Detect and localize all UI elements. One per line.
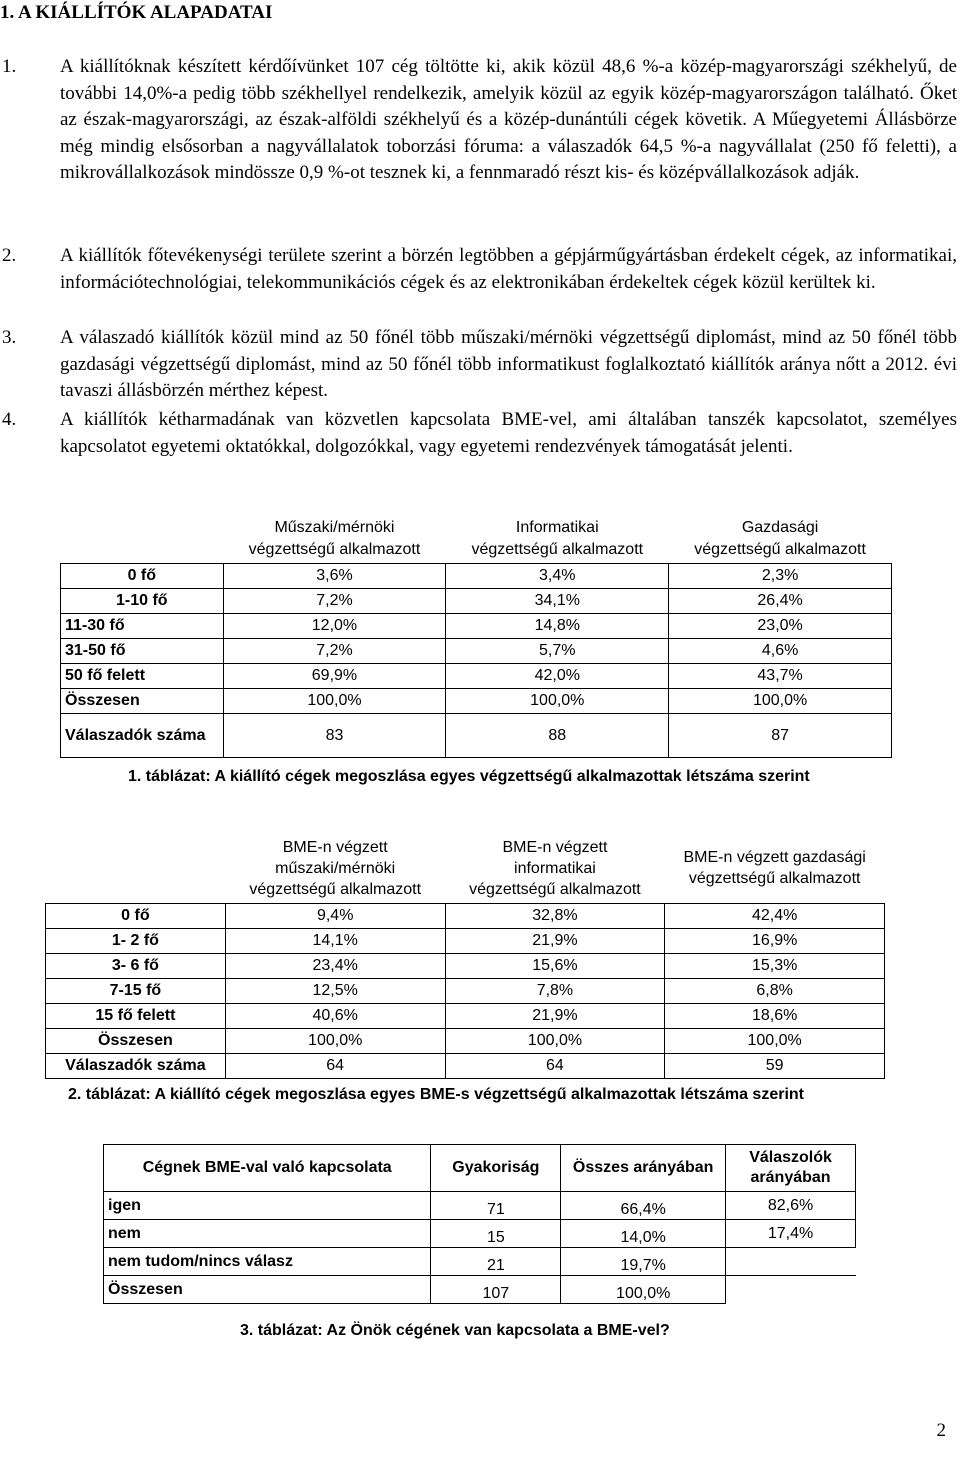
paragraph-text: A kiállítók főtevékenységi területe szerint a börzén legtöbben a gépjárműgyártásban érdekelt cégek, az informatikai, információtechnológiai, telekommunikációs cégek és az elektronikában érdekeltek cégek közül kerültek ki. (60, 245, 957, 293)
table-row (61, 689, 892, 714)
cell: 23,0% (669, 614, 892, 639)
table-row (46, 979, 885, 1004)
section-heading: 1. A KIÁLLÍTÓK ALAPADATAI (0, 2, 273, 23)
column-header: BME-n végzett műszaki/mérnöki végzettségű alkalmazott (249, 838, 422, 898)
cell: 14,0% (561, 1220, 726, 1248)
cell: 5,7% (446, 639, 669, 664)
table-row (104, 1248, 856, 1276)
row-label: Összesen (46, 1029, 226, 1054)
row-label: igen (104, 1192, 431, 1220)
table-caption: 3. táblázat: Az Önök cégének van kapcsolata a BME-vel? (240, 1322, 670, 1339)
paragraph-4 (0, 407, 957, 460)
cell: 87 (669, 714, 892, 758)
corner-cell (61, 515, 224, 564)
paragraph-text: A válaszadó kiállítók közül mind az 50 főnél több műszaki/mérnöki végzettségű diplomást, mind az 50 főnél több gazdasági végzettségű diplomást, mind az 50 főnél több informatikust foglalkoztató kiállítók aránya nőtt a 2012. évi tavaszi állásbörzén mérthez képest. (60, 327, 957, 402)
cell: 34,1% (446, 589, 669, 614)
row-label: nem (104, 1220, 431, 1248)
cell: 14,8% (446, 614, 669, 639)
column-header: Cégnek BME-val való kapcsolata (104, 1145, 431, 1192)
cell: 9,4% (225, 904, 445, 929)
cell: 100,0% (665, 1029, 885, 1054)
cell: 100,0% (446, 689, 669, 714)
cell: 15,6% (445, 954, 665, 979)
table-row (61, 614, 892, 639)
cell: 43,7% (669, 664, 892, 689)
column-header: Műszaki/mérnöki végzettségű alkalmazott (248, 519, 421, 558)
cell: 42,0% (446, 664, 669, 689)
cell: 83 (223, 714, 446, 758)
paragraph-number: 2. (2, 245, 17, 266)
cell: 17,4% (726, 1220, 856, 1248)
paragraph-number: 1. (2, 56, 17, 77)
cell: 7,2% (223, 639, 446, 664)
table-row (61, 589, 892, 614)
cell: 66,4% (561, 1192, 726, 1220)
cell: 21,9% (445, 1004, 665, 1029)
cell: 32,8% (445, 904, 665, 929)
cell: 100,0% (225, 1029, 445, 1054)
table-row (104, 1220, 856, 1248)
cell: 14,1% (225, 929, 445, 954)
table-row (61, 664, 892, 689)
cell: 69,9% (223, 664, 446, 689)
table-bme-graduates (45, 833, 885, 1079)
cell: 2,3% (669, 564, 892, 589)
table-bme-relationship (103, 1144, 856, 1304)
table-row (46, 904, 885, 929)
row-label: 3- 6 fő (46, 954, 226, 979)
row-label: 1- 2 fő (46, 929, 226, 954)
cell: 64 (225, 1054, 445, 1079)
cell: 59 (665, 1054, 885, 1079)
row-label: Összesen (61, 689, 224, 714)
cell: 40,6% (225, 1004, 445, 1029)
table-caption: 1. táblázat: A kiállító cégek megoszlása egyes végzettségű alkalmazottak létszáma szerint (128, 768, 810, 785)
table-row (104, 1276, 856, 1304)
cell: 12,5% (225, 979, 445, 1004)
row-label: Válaszadók száma (46, 1054, 226, 1079)
cell: 82,6% (726, 1192, 856, 1220)
empty-cell (726, 1276, 856, 1304)
cell: 15,3% (665, 954, 885, 979)
row-label: 1-10 fő (61, 589, 224, 614)
cell: 7,2% (223, 589, 446, 614)
row-label: Összesen (104, 1276, 431, 1304)
table-employee-distribution (60, 515, 892, 758)
cell: 100,0% (223, 689, 446, 714)
cell: 18,6% (665, 1004, 885, 1029)
row-label: 11-30 fő (61, 614, 224, 639)
cell: 64 (445, 1054, 665, 1079)
row-label: 50 fő felett (61, 664, 224, 689)
table-row (61, 639, 892, 664)
page-number: 2 (936, 1420, 946, 1441)
row-label: 7-15 fő (46, 979, 226, 1004)
row-label: nem tudom/nincs válasz (104, 1248, 431, 1276)
table-row (46, 929, 885, 954)
paragraph-3 (0, 325, 957, 405)
column-header: Gazdasági végzettségű alkalmazott (694, 519, 866, 558)
column-header: BME-n végzett informatikai végzettségű alkalmazott (469, 838, 641, 898)
cell: 15 (431, 1220, 561, 1248)
row-label: 0 fő (61, 564, 224, 589)
cell: 21 (431, 1248, 561, 1276)
cell: 19,7% (561, 1248, 726, 1276)
row-label: 31-50 fő (61, 639, 224, 664)
column-header: BME-n végzett gazdasági végzettségű alkalmazott (683, 849, 866, 887)
table-row (46, 1029, 885, 1054)
cell: 100,0% (561, 1276, 726, 1304)
cell: 3,6% (223, 564, 446, 589)
cell: 4,6% (669, 639, 892, 664)
cell: 12,0% (223, 614, 446, 639)
cell: 107 (431, 1276, 561, 1304)
cell: 71 (431, 1192, 561, 1220)
table-row (104, 1192, 856, 1220)
cell: 3,4% (446, 564, 669, 589)
cell: 23,4% (225, 954, 445, 979)
cell: 42,4% (665, 904, 885, 929)
cell: 88 (446, 714, 669, 758)
cell: 100,0% (669, 689, 892, 714)
row-label: 0 fő (46, 904, 226, 929)
table-row (61, 714, 892, 758)
table-row (46, 1054, 885, 1079)
table-row (61, 564, 892, 589)
paragraph-2 (0, 243, 957, 296)
paragraph-1 (0, 54, 957, 187)
row-label: Válaszadók száma (61, 714, 224, 758)
cell: 26,4% (669, 589, 892, 614)
column-header: Összes arányában (561, 1145, 726, 1192)
table-row (46, 1004, 885, 1029)
table-row (46, 954, 885, 979)
cell: 100,0% (445, 1029, 665, 1054)
empty-cell (726, 1248, 856, 1276)
cell: 16,9% (665, 929, 885, 954)
paragraph-number: 3. (2, 327, 17, 348)
cell: 7,8% (445, 979, 665, 1004)
paragraph-text: A kiállítók kétharmadának van közvetlen kapcsolata BME-vel, ami általában tanszék kapcsolatot, személyes kapcsolatot egyetemi oktatókkal, dolgozókkal, vagy egyetemi rendezvények támogatását jelenti. (60, 409, 957, 457)
paragraph-text: A kiállítóknak készített kérdőívünket 107 cég töltötte ki, akik közül 48,6 %-a közép-magyarországi székhelyű, de további 14,0%-a pedig több székhellyel rendelkezik, amelyik közül az egyik közép-magyarországon található. Őket az észak-magyarországi, az észak-alföldi székhelyű és a közép-dunántúli cégek követik. A Műegyetemi Állásbörze még mindig elsősorban a nagyvállalatok toborzási fóruma: a válaszadók 64,5 %-a nagyvállalat (250 fő feletti), a mikrovállalkozások mindössze 0,9 %-ot tesznek ki, a fennmaradó részt kis- és középvállalkozások adják. (60, 56, 957, 184)
column-header: Válaszolók arányában (726, 1145, 856, 1192)
cell: 21,9% (445, 929, 665, 954)
column-header: Informatikai végzettségű alkalmazott (471, 519, 644, 558)
corner-cell (46, 833, 226, 904)
row-label: 15 fő felett (46, 1004, 226, 1029)
column-header: Gyakoriság (431, 1145, 561, 1192)
paragraph-number: 4. (2, 409, 17, 430)
cell: 6,8% (665, 979, 885, 1004)
table-caption: 2. táblázat: A kiállító cégek megoszlása egyes BME-s végzettségű alkalmazottak létszáma szerint (68, 1086, 804, 1103)
